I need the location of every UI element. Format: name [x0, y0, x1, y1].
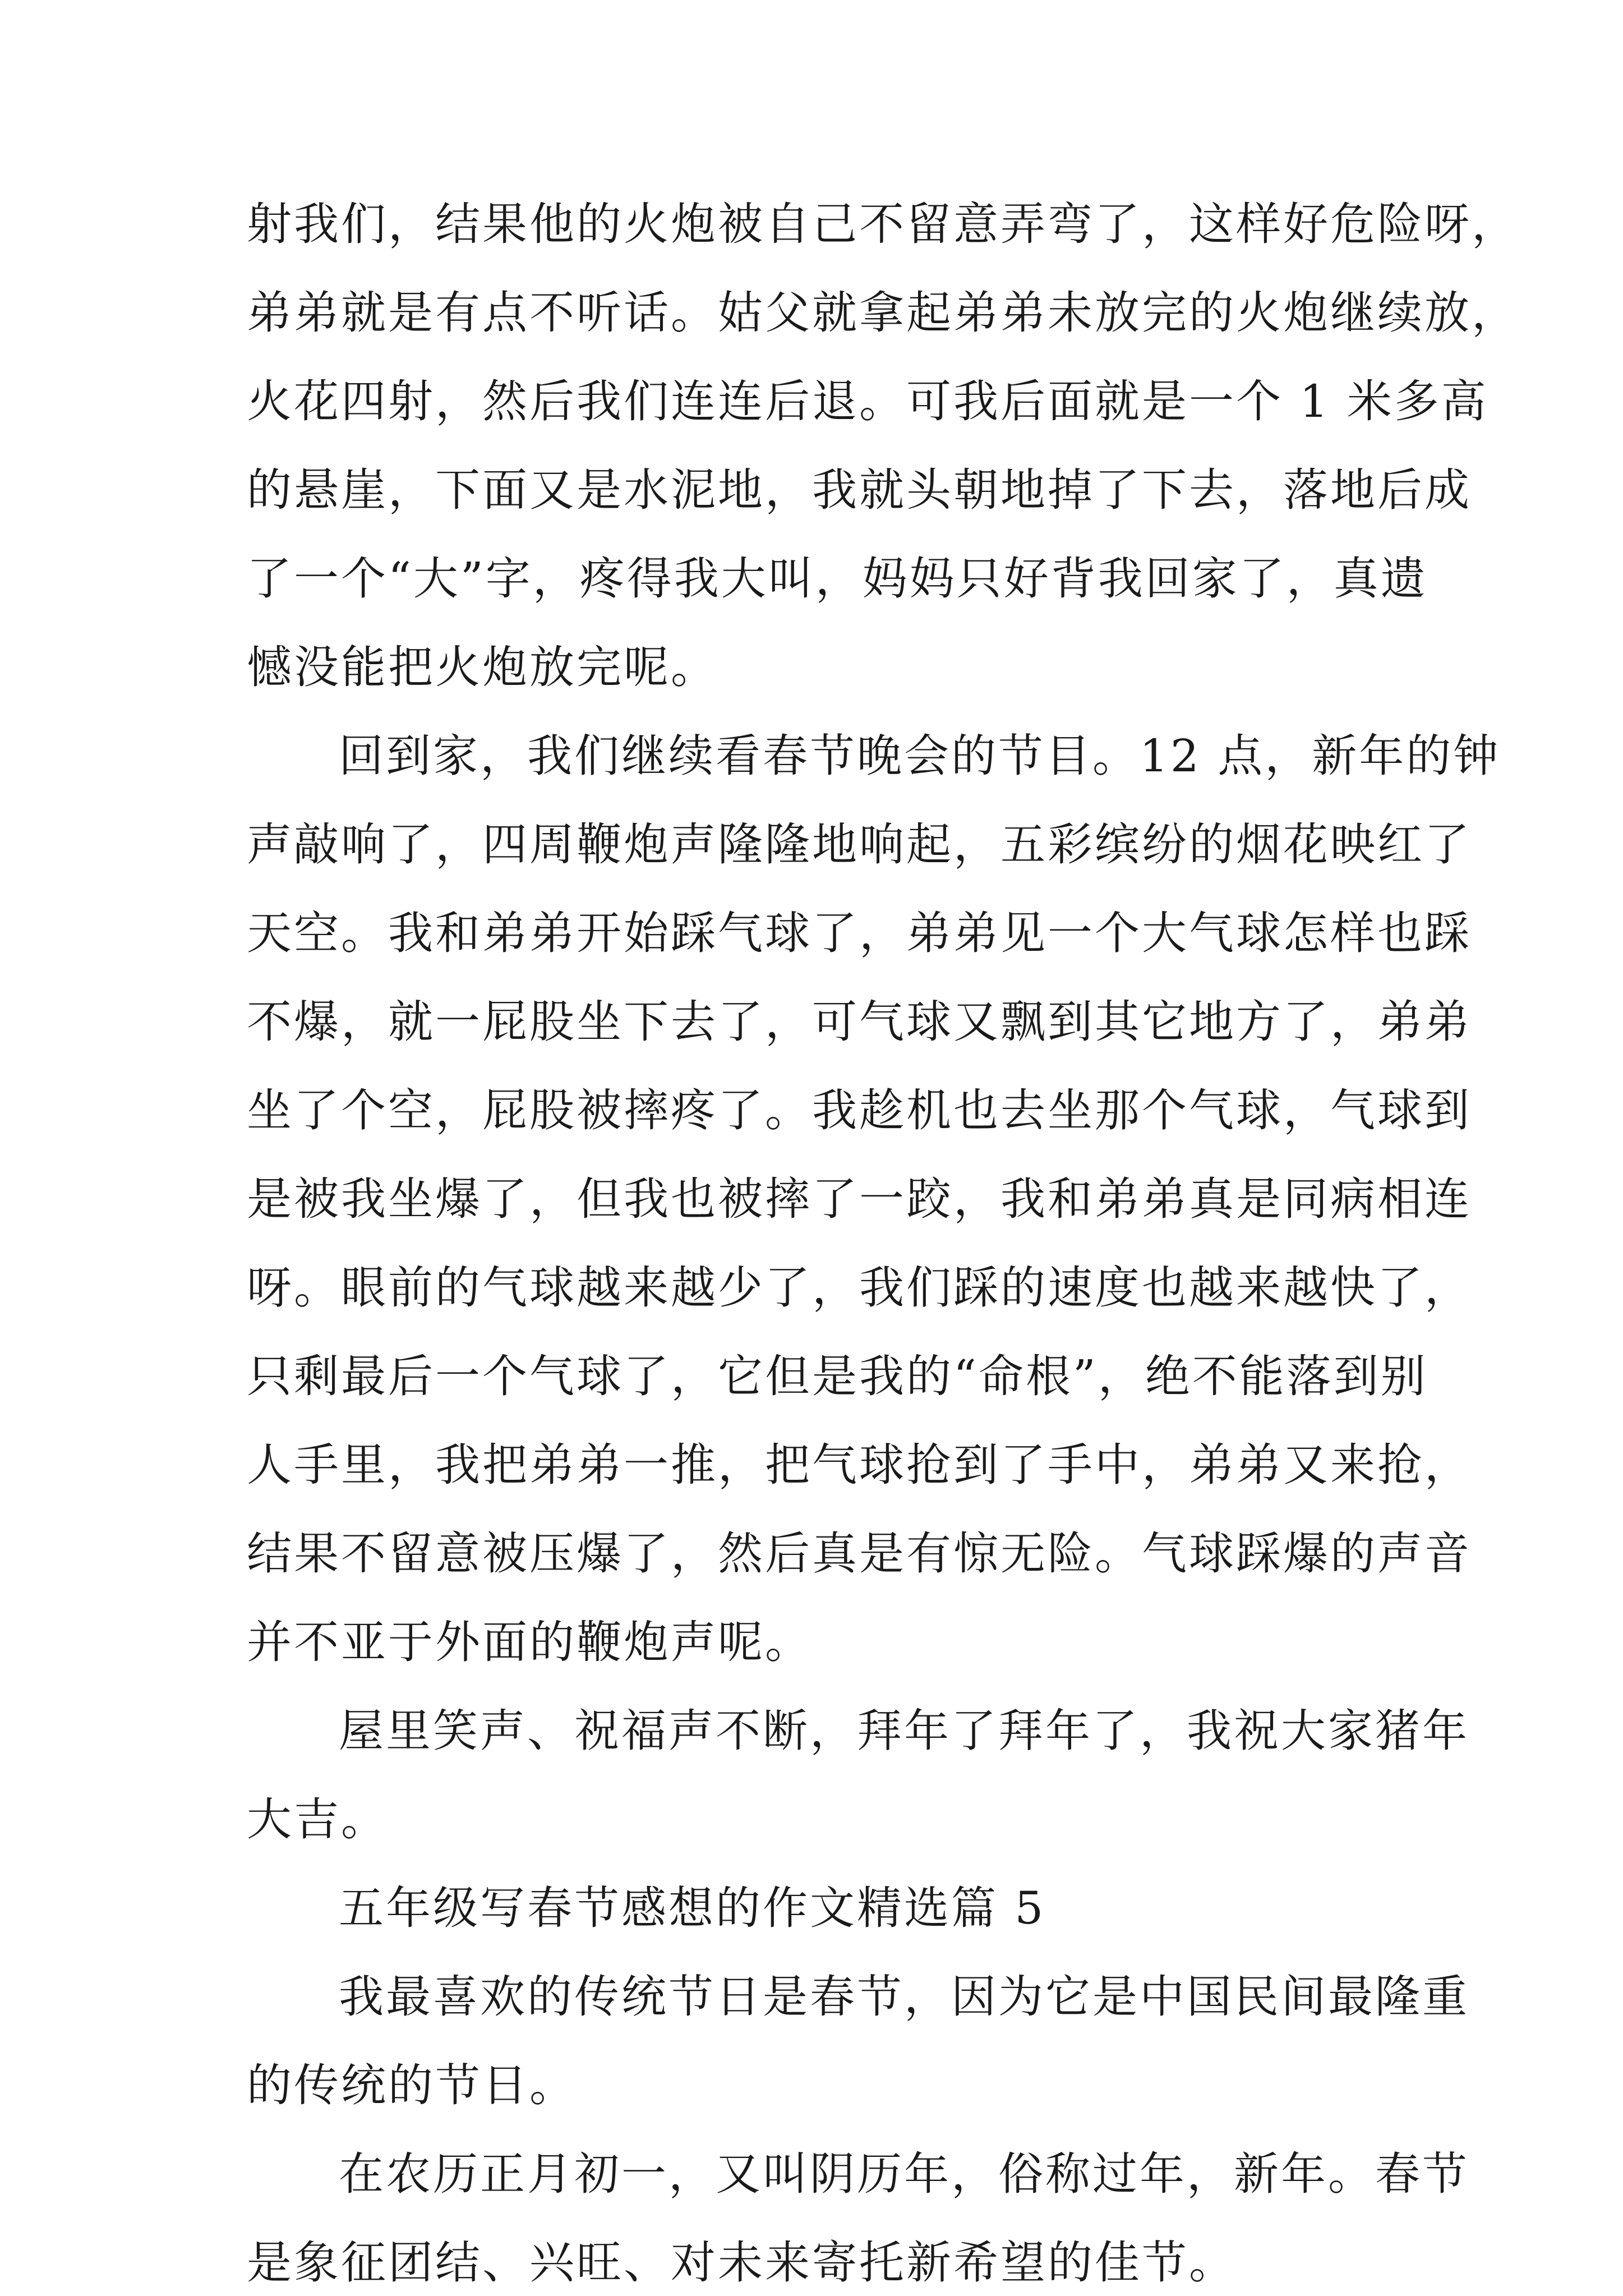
text-line: 射我们，结果他的火炮被自己不留意弄弯了，这样好危险呀，: [247, 198, 1519, 250]
text-line: 天空。我和弟弟开始踩气球了，弟弟见一个大气球怎样也踩: [247, 907, 1472, 959]
paragraph-first-line: 在农历正月初一，又叫阴历年，俗称过年，新年。春节: [339, 2148, 1469, 2200]
paragraph-first-line: 回到家，我们继续看春节晚会的节目。12 点，新年的钟: [339, 730, 1501, 782]
text-line: 不爆，就一屁股坐下去了，可气球又飘到其它地方了，弟弟: [247, 996, 1472, 1048]
text-line: 是象征团结、兴旺、对未来寄托新希望的佳节。: [247, 2237, 1236, 2289]
text-line: 人手里，我把弟弟一推，把气球抢到了手中，弟弟又来抢，: [247, 1439, 1472, 1491]
text-line: 结果不留意被压爆了，然后真是有惊无险。气球踩爆的声音: [247, 1527, 1472, 1580]
text-line: 火花四射，然后我们连连后退。可我后面就是一个 1 米多高: [247, 375, 1488, 427]
text-line: 了一个“大”字，疼得我大叫，妈妈只好背我回家了，真遗: [247, 553, 1428, 605]
paragraph-first-line: 屋里笑声、祝福声不断，拜年了拜年了，我祝大家猪年: [339, 1705, 1469, 1757]
text-line: 坐了个空，屁股被摔疼了。我趁机也去坐那个气球，气球到: [247, 1084, 1472, 1137]
paragraph-first-line: 我最喜欢的传统节日是春节，因为它是中国民间最隆重: [339, 1971, 1469, 2023]
text-line: 的传统的节日。: [247, 2059, 577, 2111]
text-line: 的悬崖，下面又是水泥地，我就头朝地掉了下去，落地后成: [247, 464, 1472, 516]
text-line: 大吉。: [247, 1793, 388, 1846]
text-line: 是被我坐爆了，但我也被摔了一跤，我和弟弟真是同病相连: [247, 1173, 1472, 1225]
text-line: 弟弟就是有点不听话。姑父就拿起弟弟未放完的火炮继续放，: [247, 287, 1519, 339]
text-line: 憾没能把火炮放完呢。: [247, 641, 718, 693]
text-line: 并不亚于外面的鞭炮声呢。: [247, 1616, 812, 1668]
text-line: 声敲响了，四周鞭炮声隆隆地响起，五彩缤纷的烟花映红了: [247, 818, 1472, 871]
section-heading: 五年级写春节感想的作文精选篇 5: [339, 1882, 1046, 1934]
text-line: 呀。眼前的气球越来越少了，我们踩的速度也越来越快了，: [247, 1262, 1472, 1314]
text-line: 只剩最后一个气球了，它但是我的“命根”，绝不能落到别: [247, 1350, 1428, 1402]
